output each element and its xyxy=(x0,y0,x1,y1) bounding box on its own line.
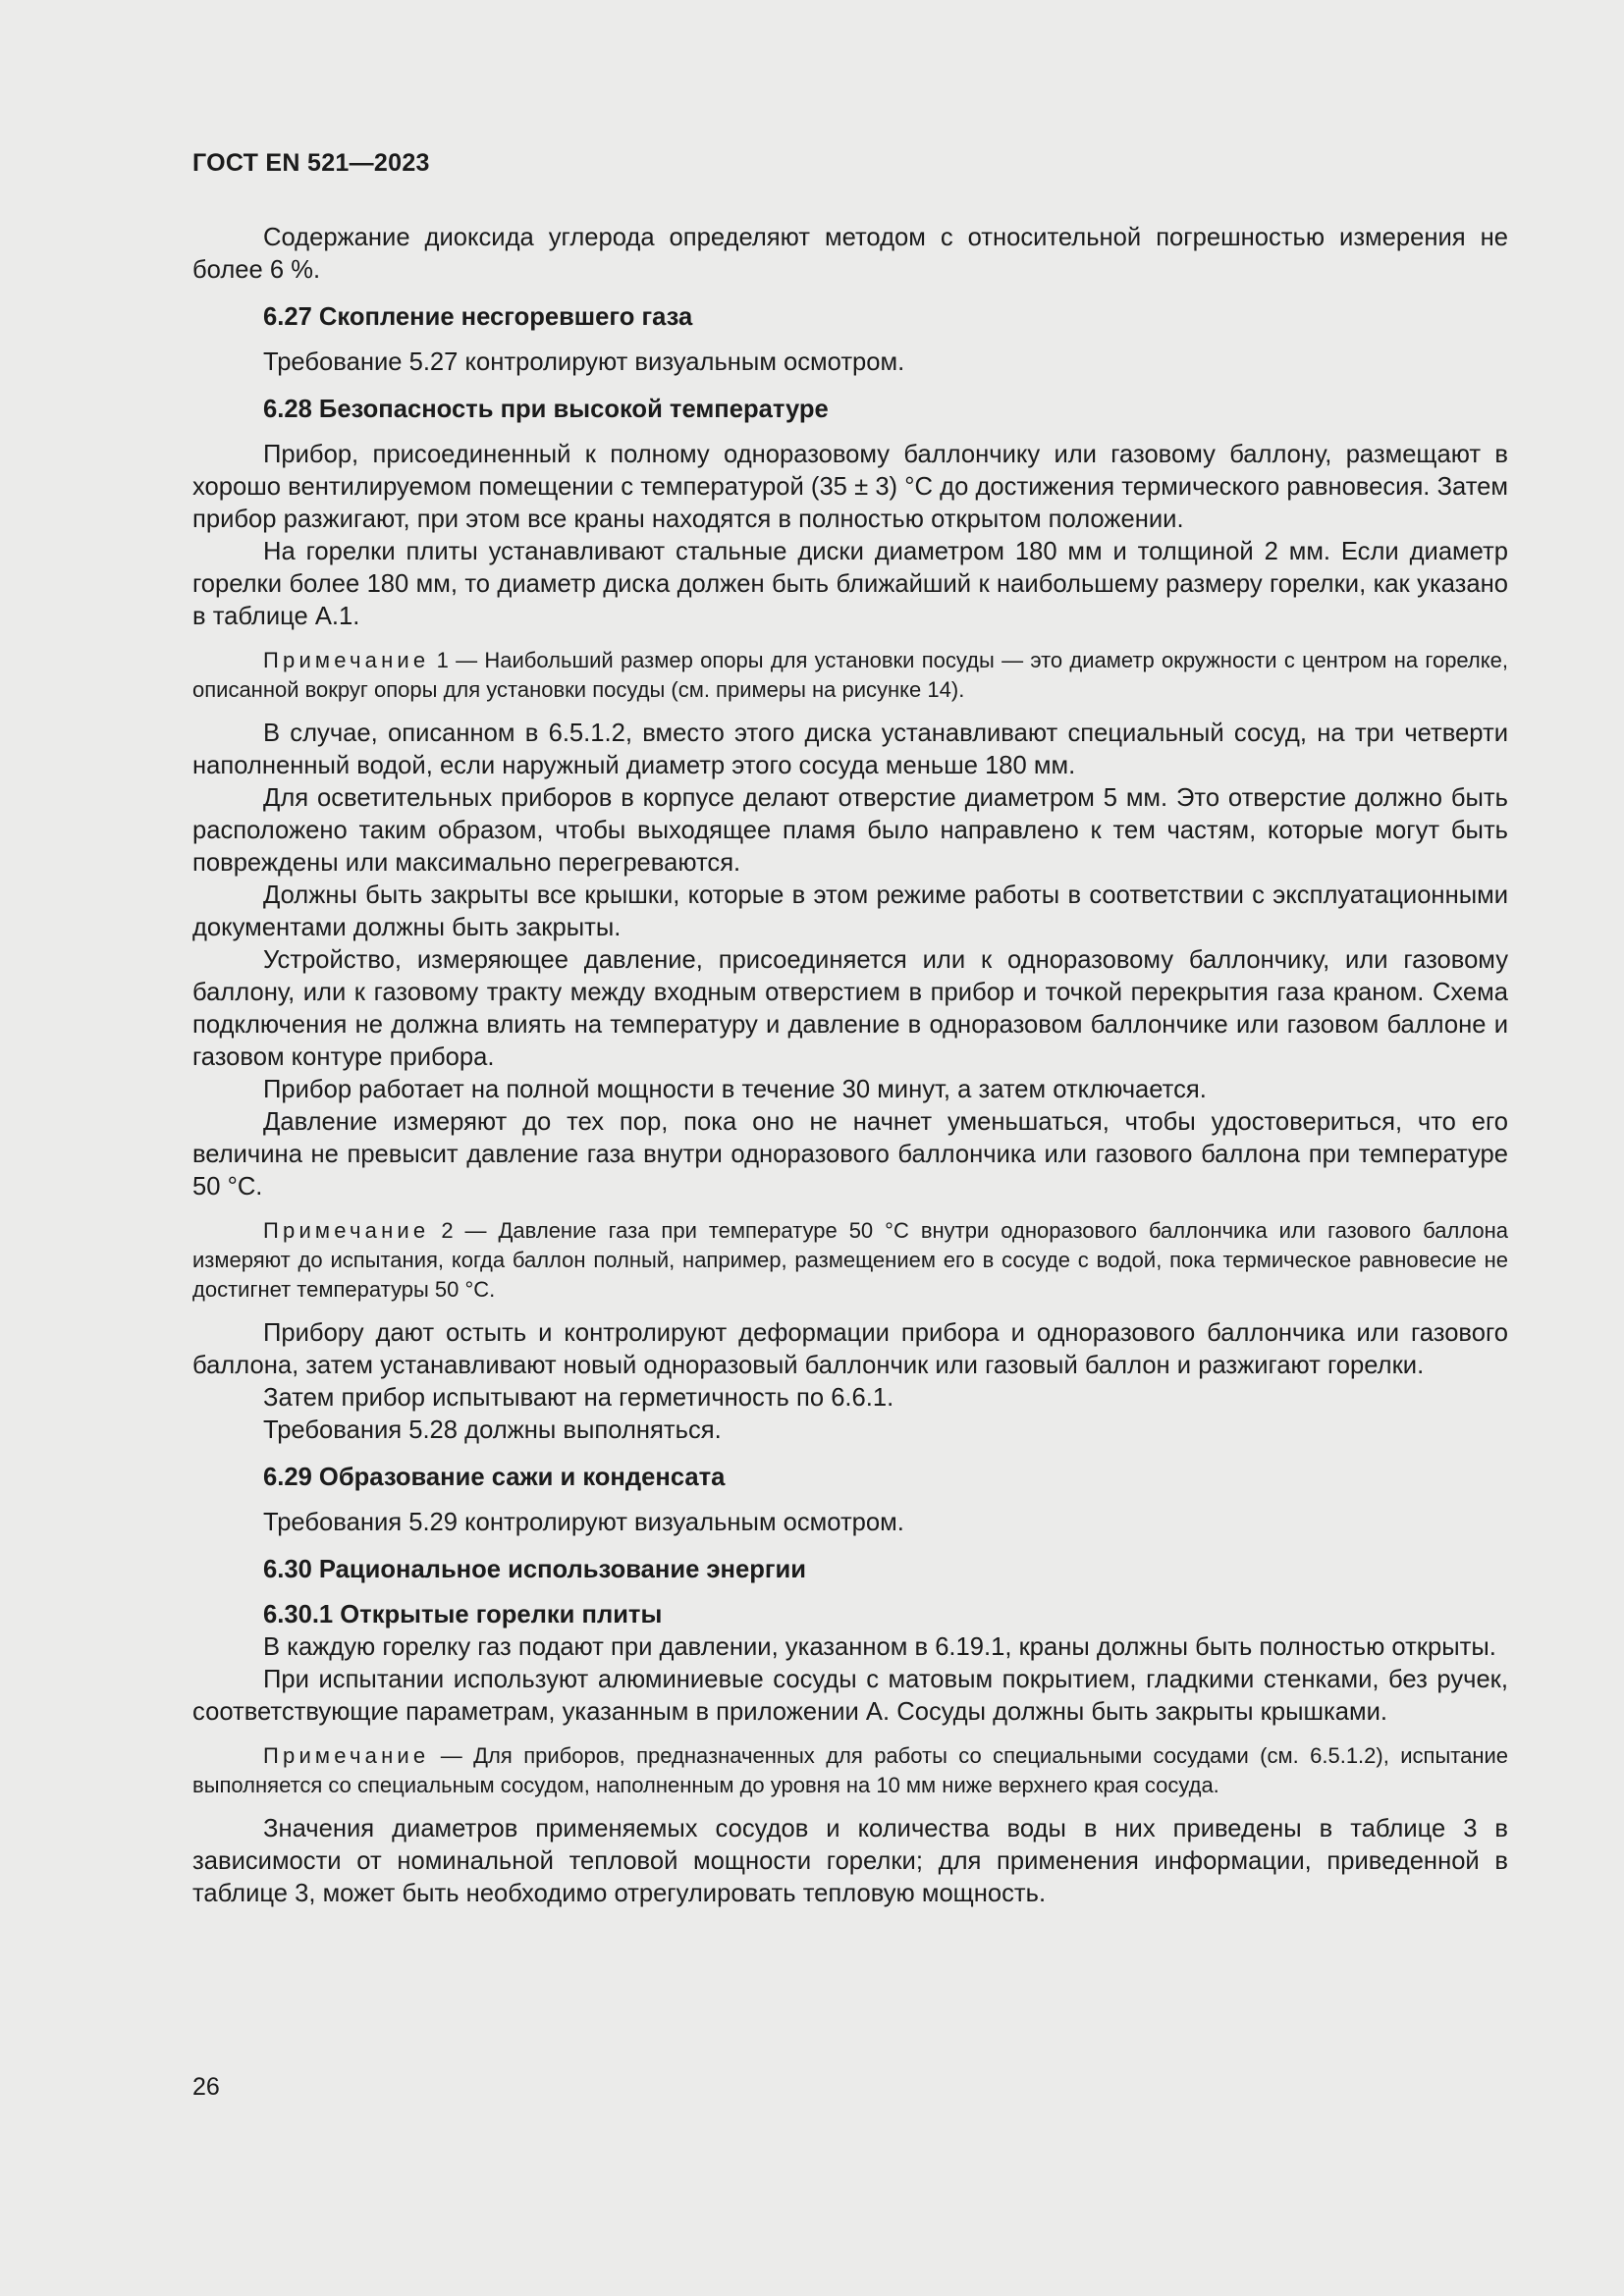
paragraph-6-28-5: Должны быть закрыты все крышки, которые в этом режиме работы в соответствии с эксплуатационными документами должны быть закрыты. xyxy=(192,881,1508,941)
paragraph-6-27: Требование 5.27 контролируют визуальным осмотром. xyxy=(263,348,905,376)
paragraph-6-28-2: На горелки плиты устанавливают стальные диски диаметром 180 мм и толщиной 2 мм. Если диаметр горелки более 180 мм, то диаметр диска должен быть ближайший к наибольшему размеру горелки, как указано в таблице А.1. xyxy=(192,538,1508,630)
paragraph-6-28-1: Прибор, присоединенный к полному одноразовому баллончику или газовому баллону, размещают в хорошо вентилируемом помещении с температурой (35 ± 3) °С до достижения термического равновесия. Затем прибор разжигают, при этом все краны находятся в полностью открытом положении. xyxy=(192,441,1508,533)
paragraph-6-28-3: В случае, описанном в 6.5.1.2, вместо этого диска устанавливают специальный сосуд, на три четверти наполненный водой, если наружный диаметр этого сосуда меньше 180 мм. xyxy=(192,720,1508,779)
section-heading-6-29: 6.29 Образование сажи и конденсата xyxy=(263,1464,726,1491)
paragraph-6-28-11: Требования 5.28 должны выполняться. xyxy=(263,1416,722,1444)
note-2 xyxy=(192,1216,1508,1305)
note-3-text: — Для приборов, предназначенных для работы со специальными сосудами (см. 6.5.1.2), испытание выполняется со специальным сосудом, наполненным до уровня на 10 мм ниже верхнего края сосуда. xyxy=(192,1743,1508,1797)
document-body xyxy=(192,222,1508,1910)
paragraph-co2: Содержание диоксида углерода определяют методом с относительной погрешностью измерения не более 6 %. xyxy=(192,224,1508,284)
note-2-text: 2 — Давление газа при температуре 50 °С внутри одноразового баллончика или газового баллона измеряют до испытания, когда баллон полный, например, размещением его в сосуде с водой, пока термическое равновесие не достигнет температуры 50 °С. xyxy=(192,1218,1508,1302)
note-1 xyxy=(192,646,1508,705)
subsection-heading-6-30-1: 6.30.1 Открытые горелки плиты xyxy=(263,1601,663,1629)
note-3 xyxy=(192,1741,1508,1800)
section-heading-6-30: 6.30 Рациональное использование энергии xyxy=(263,1556,807,1583)
paragraph-6-29: Требования 5.29 контролируют визуальным осмотром. xyxy=(263,1509,904,1536)
note-1-text: 1 — Наибольший размер опоры для установки посуды — это диаметр окружности с центром на горелке, описанной вокруг опоры для установки посуды (см. примеры на рисунке 14). xyxy=(192,648,1508,702)
page-number: 26 xyxy=(192,2073,220,2101)
paragraph-6-28-7: Прибор работает на полной мощности в течение 30 минут, а затем отключается. xyxy=(263,1076,1207,1103)
paragraph-6-30-1-2: При испытании используют алюминиевые сосуды с матовым покрытием, гладкими стенками, без ручек, соответствующие параметрам, указанным в приложении А. Сосуды должны быть закрыты крышками. xyxy=(192,1666,1508,1726)
paragraph-6-30-1-3: Значения диаметров применяемых сосудов и количества воды в них приведены в таблице 3 в зависимости от номинальной тепловой мощности горелки; для применения информации, приведенной в таблице 3, может быть необходимо отрегулировать тепловую мощность. xyxy=(192,1815,1508,1907)
paragraph-6-28-6: Устройство, измеряющее давление, присоединяется или к одноразовому баллончику, или газовому баллону, или к газовому тракту между входным отверстием в прибор и точкой перекрытия газа краном. Схема подключения не должна влиять на температуру и давление в одноразовом баллончике или газовом баллоне и газовом контуре прибора. xyxy=(192,946,1508,1071)
note-3-label: Примечание xyxy=(263,1743,430,1768)
section-heading-6-27: 6.27 Скопление несгоревшего газа xyxy=(263,303,693,331)
paragraph-6-28-8: Давление измеряют до тех пор, пока оно не начнет уменьшаться, чтобы удостовериться, что его величина не превысит давление газа внутри одноразового баллончика или газового баллона при температуре 50 °С. xyxy=(192,1108,1508,1201)
paragraph-6-28-4: Для осветительных приборов в корпусе делают отверстие диаметром 5 мм. Это отверстие должно быть расположено таким образом, чтобы выходящее пламя было направлено к тем частям, которые могут быть повреждены или максимально перегреваются. xyxy=(192,784,1508,877)
paragraph-6-28-10: Затем прибор испытывают на герметичность по 6.6.1. xyxy=(263,1384,894,1412)
note-1-label: Примечание xyxy=(263,648,430,672)
note-2-label: Примечание xyxy=(263,1218,430,1243)
paragraph-6-30-1-1: В каждую горелку газ подают при давлении, указанном в 6.19.1, краны должны быть полностью открыты. xyxy=(263,1633,1496,1661)
document-header: ГОСТ EN 521—2023 xyxy=(192,149,430,177)
section-heading-6-28: 6.28 Безопасность при высокой температуре xyxy=(263,396,829,423)
paragraph-6-28-9: Прибору дают остыть и контролируют деформации прибора и одноразового баллончика или газового баллона, затем устанавливают новый одноразовый баллончик или газовый баллон и разжигают горелки. xyxy=(192,1319,1508,1379)
